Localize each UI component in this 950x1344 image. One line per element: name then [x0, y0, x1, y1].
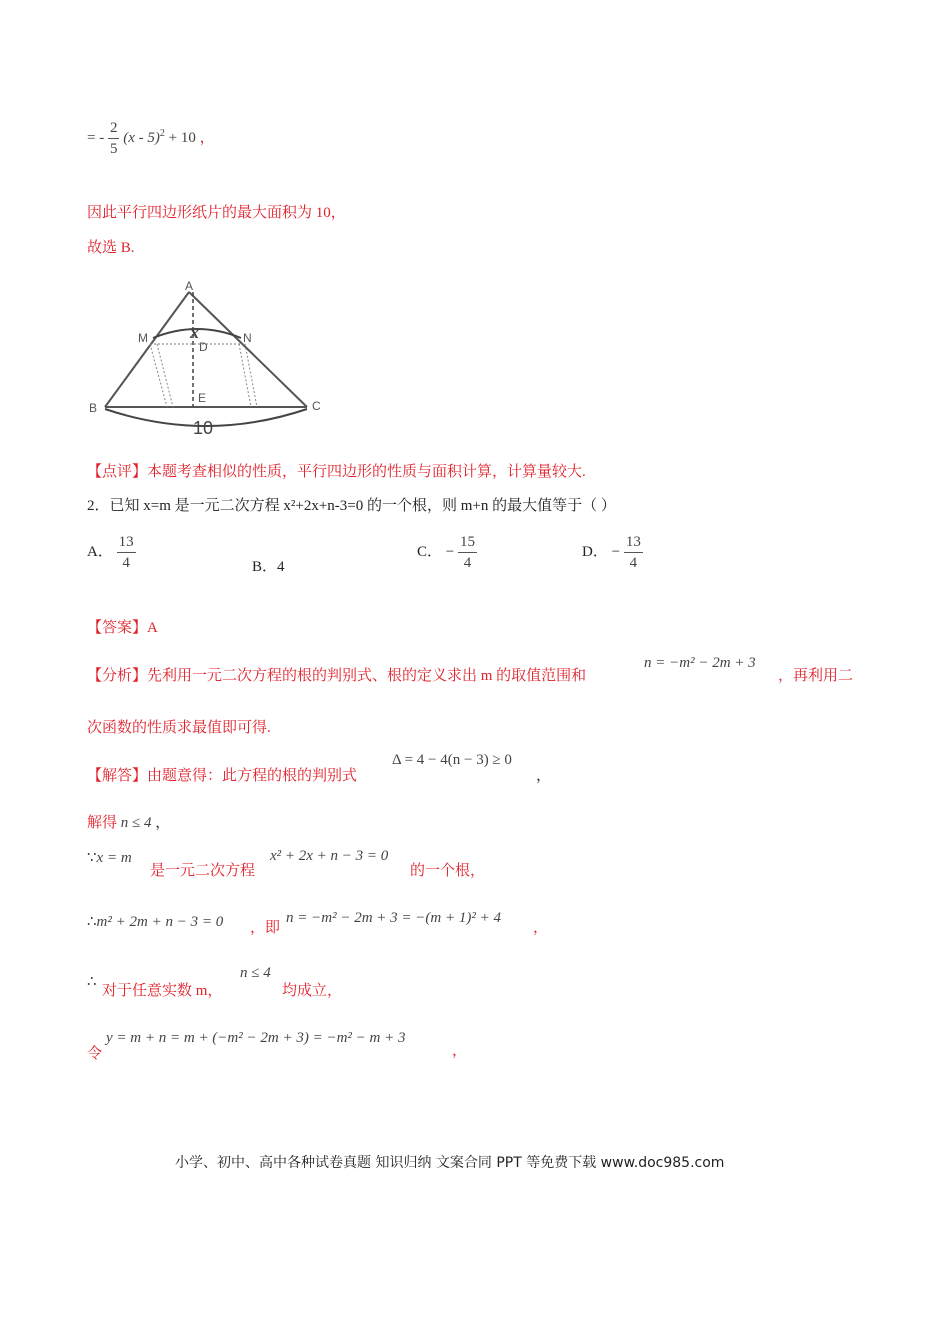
formula-fraction — [108, 118, 120, 159]
fraction-numerator: 2 — [108, 118, 120, 139]
because-symbol: ∵ — [87, 850, 97, 866]
solution-line-5-formula: n ≤ 4 — [240, 965, 271, 981]
therefore-symbol: ∴ — [87, 914, 97, 930]
formula-prefix: = - — [87, 129, 105, 146]
option-d — [582, 532, 643, 573]
solution-line-3-formula-2: x² + 2x + n − 3 = 0 — [270, 848, 389, 864]
option-a — [87, 532, 136, 573]
option-a-num: 13 — [117, 532, 136, 553]
solution-line-4-formula-2: n = −m² − 2m + 3 = −(m + 1)² + 4 — [286, 910, 501, 926]
option-a-den: 4 — [122, 555, 130, 571]
solution-line-3-formula-1: x = m — [96, 850, 132, 866]
comment-tag: 【点评】 — [87, 464, 148, 480]
dotted-left — [150, 344, 167, 407]
solution-line-2 — [87, 813, 170, 833]
answer-tag: 【答案】 — [87, 620, 148, 636]
option-c-sign: − — [445, 543, 455, 560]
label-A: A — [185, 279, 194, 293]
label-base: 10 — [193, 418, 214, 438]
question-stem: 2．已知 x=m 是一元二次方程 x²+2x+n-3=0 的一个根，则 m+n 的最大值等于（ ） — [87, 498, 616, 514]
conclusion-line-2: 故选 B. — [87, 240, 135, 256]
formula-exponent: 2 — [159, 127, 165, 139]
solution-line-6-end: ， — [452, 1043, 468, 1059]
option-c-num: 15 — [458, 532, 477, 553]
formula-line — [87, 118, 215, 159]
solution-line-4-end: ， — [533, 920, 549, 936]
option-a-fraction — [117, 532, 136, 573]
analysis-text-2: ，再利用二 — [778, 668, 854, 684]
solution-line-2-text: 解得 — [87, 815, 118, 831]
solution-line-5-prefix: ∴ — [87, 974, 97, 990]
label-E: E — [198, 391, 207, 405]
fraction-denominator: 5 — [109, 141, 118, 157]
edge-AB — [105, 292, 189, 407]
option-b: B．4 — [252, 559, 285, 575]
option-a-label: A． — [87, 543, 113, 560]
conclusion-line-1: 因此平行四边形纸片的最大面积为 10， — [87, 205, 346, 221]
label-C: C — [312, 399, 321, 413]
label-x: x — [190, 322, 199, 342]
solution-line-1-formula: Δ = 4 − 4(n − 3) ≥ 0 — [392, 752, 512, 768]
dotted-right-2 — [239, 344, 251, 407]
dotted-left-2 — [157, 344, 173, 407]
option-c-label: C． — [417, 543, 443, 560]
solution-line-1-end: ， — [536, 768, 552, 784]
option-d-den: 4 — [629, 555, 638, 571]
solution-line-3-prefix — [87, 848, 132, 867]
option-d-sign: − — [611, 543, 621, 560]
label-D: D — [199, 340, 208, 354]
geometry-figure — [85, 278, 335, 443]
option-c-den: 4 — [463, 555, 472, 571]
solution-line-3-text: 是一元二次方程 — [150, 863, 256, 879]
formula-tail: + 10 — [164, 129, 196, 146]
formula-comma: ， — [199, 129, 215, 146]
solution-line-4-f1: m² + 2m + n − 3 = 0 — [96, 914, 224, 930]
answer-line — [87, 618, 158, 638]
solution-line-6-prefix: 令 — [87, 1046, 103, 1062]
label-N: N — [243, 331, 252, 345]
solution-line-2-end: ， — [155, 815, 171, 831]
analysis-tag: 【分析】 — [87, 668, 148, 684]
formula-body: (x - 5) — [123, 129, 160, 146]
solution-line-3-end: 的一个根， — [410, 863, 486, 879]
option-d-num: 13 — [624, 532, 643, 553]
solution-line-1 — [87, 766, 357, 786]
analysis-line-3: 次函数的性质求最值即可得. — [87, 720, 271, 736]
analysis-formula: n = −m² − 2m + 3 — [644, 655, 756, 671]
solution-line-1-text: 由题意得：此方程的根的判别式 — [147, 768, 358, 784]
solution-line-4-mid: ，即 — [250, 920, 281, 936]
answer-value: A — [147, 620, 158, 636]
comment-text: 本题考查相似的性质，平行四边形的性质与面积计算，计算量较大. — [147, 464, 586, 480]
page-footer: 小学、初中、高中各种试卷真题 知识归纳 文案合同 PPT 等免费下载 www.doc985.com — [175, 1155, 725, 1171]
solution-line-2-formula: n ≤ 4 — [120, 815, 152, 831]
label-M: M — [138, 331, 148, 345]
solution-line-5-text: 对于任意实数 m， — [102, 983, 223, 999]
comment-line — [87, 462, 586, 482]
label-B: B — [89, 401, 98, 415]
analysis-line-1 — [87, 666, 586, 686]
option-c-fraction — [458, 532, 477, 573]
solution-tag: 【解答】 — [87, 768, 148, 784]
solution-line-4-formula-1 — [87, 912, 223, 931]
analysis-text-1: 先利用一元二次方程的根的判别式、根的定义求出 m 的取值范围和 — [147, 668, 587, 684]
solution-line-5-end: 均成立， — [282, 983, 343, 999]
option-c — [417, 532, 477, 573]
option-d-label: D． — [582, 543, 608, 560]
solution-line-6-formula: y = m + n = m + (−m² − 2m + 3) = −m² − m + 3 — [106, 1030, 406, 1046]
option-d-fraction — [624, 532, 643, 573]
